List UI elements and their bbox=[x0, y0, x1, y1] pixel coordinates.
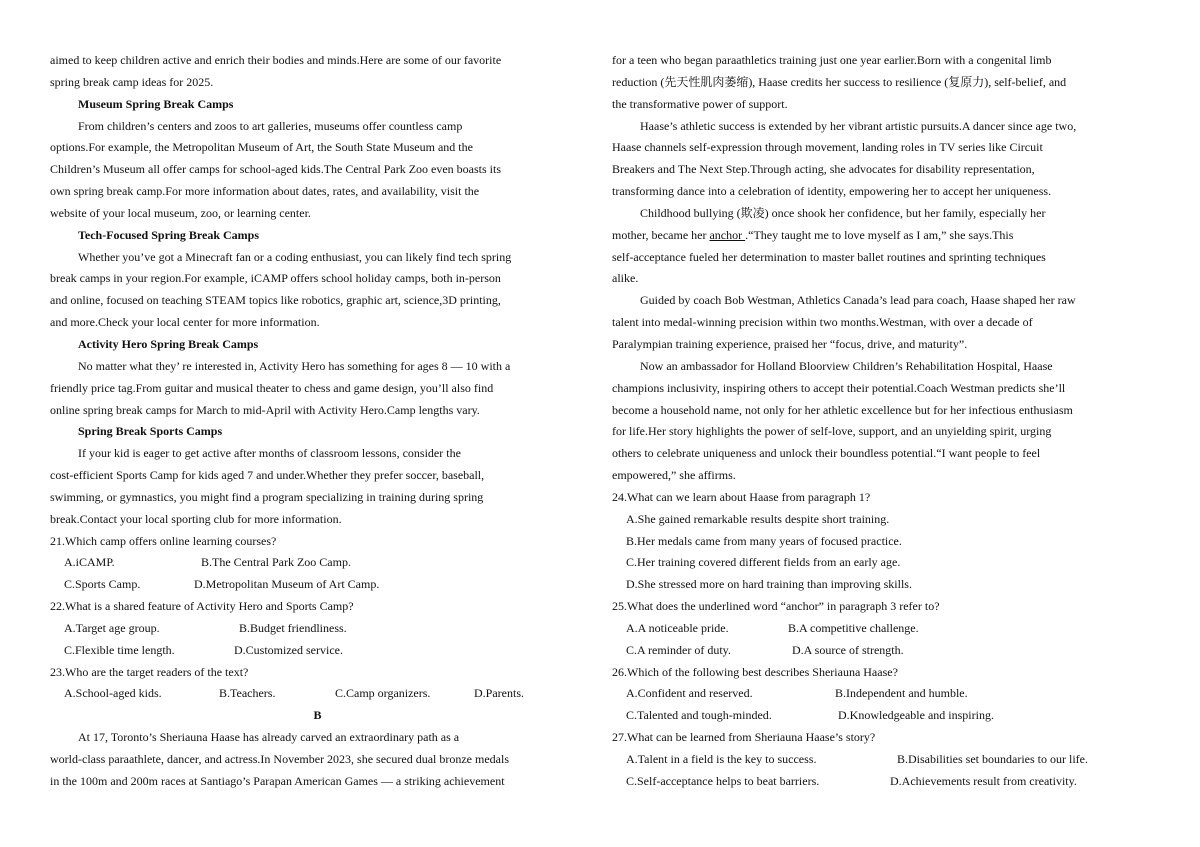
line-text: and more.Check your local center for more information. bbox=[50, 315, 320, 330]
paragraph-line bbox=[612, 465, 1152, 487]
answer-option: D.Metropolitan Museum of Art Camp. bbox=[194, 577, 380, 592]
answer-option: A.iCAMP. bbox=[64, 555, 115, 570]
line-text: reduction (先天性肌肉萎缩), Haase credits her success to resilience (复原力), self-belief, and bbox=[612, 74, 1067, 89]
answer-options bbox=[612, 618, 1152, 640]
paragraph-start bbox=[50, 443, 585, 465]
line-text: online spring break camps for March to mid-April with Activity Hero.Camp lengths vary. bbox=[50, 402, 480, 417]
answer-option: A.Target age group. bbox=[64, 620, 160, 635]
paragraph-line bbox=[612, 72, 1152, 94]
paragraph-line bbox=[50, 465, 585, 487]
answer-options bbox=[50, 552, 585, 574]
answer-options bbox=[612, 683, 1152, 705]
paragraph-start bbox=[50, 356, 585, 378]
underlined-word: anchor bbox=[709, 227, 746, 242]
line-text: C.Her training covered different fields from an early age. bbox=[626, 555, 901, 570]
line-text: for life.Her story highlights the power of self-love, support, and an unyielding spirit, urging bbox=[612, 424, 1052, 439]
line-text: Spring Break Sports Camps bbox=[78, 424, 223, 439]
paragraph-line bbox=[612, 312, 1152, 334]
paragraph-line bbox=[50, 50, 585, 72]
answer-option: D.A source of strength. bbox=[792, 642, 904, 657]
answer-option bbox=[612, 552, 1152, 574]
answer-option: C.Sports Camp. bbox=[64, 577, 141, 592]
line-text: friendly price tag.From guitar and musical theater to chess and game design, you’ll also find bbox=[50, 380, 494, 395]
line-text: Children’s Museum all offer camps for school-aged kids.The Central Park Zoo even boasts its bbox=[50, 162, 502, 177]
answer-option: D.Knowledgeable and inspiring. bbox=[838, 708, 994, 723]
line-text: website of your local museum, zoo, or learning center. bbox=[50, 205, 311, 220]
line-text: for a teen who began paraathletics training just one year earlier.Born with a congenital limb bbox=[612, 53, 1052, 67]
paragraph-line bbox=[612, 334, 1152, 356]
line-text: A.She gained remarkable results despite short training. bbox=[626, 511, 890, 526]
paragraph-line bbox=[612, 443, 1152, 465]
question-stem bbox=[50, 596, 585, 618]
line-text: From children’s centers and zoos to art galleries, museums offer countless camp bbox=[78, 118, 463, 133]
answer-option: B.Budget friendliness. bbox=[239, 620, 347, 635]
answer-option bbox=[612, 531, 1152, 553]
question-stem bbox=[612, 596, 1152, 618]
paragraph-line bbox=[50, 137, 585, 159]
line-text: options.For example, the Metropolitan Museum of Art, the South State Museum and the bbox=[50, 140, 473, 155]
line-text: No matter what they’ re interested in, Activity Hero has something for ages 8 — 10 with a bbox=[78, 358, 511, 373]
paragraph-line bbox=[50, 72, 585, 94]
line-text: B bbox=[313, 708, 322, 723]
answer-option: B.A competitive challenge. bbox=[788, 620, 919, 635]
line-text: 26.Which of the following best describes Sheriauna Haase? bbox=[612, 664, 898, 679]
line-text: 27.What can be learned from Sheriauna Haase’s story? bbox=[612, 730, 876, 745]
line-text: the transformative power of support. bbox=[612, 96, 788, 111]
answer-options bbox=[612, 771, 1152, 793]
answer-option: C.Self-acceptance helps to beat barriers. bbox=[626, 773, 820, 788]
paragraph-start bbox=[50, 247, 585, 269]
line-text: B.Her medals came from many years of focused practice. bbox=[626, 533, 902, 548]
line-text: swimming, or gymnastics, you might find a program specializing in training during spring bbox=[50, 489, 484, 504]
paragraph-line bbox=[612, 137, 1152, 159]
line-text: cost-efficient Sports Camp for kids aged 7 and under.Whether they prefer soccer, baseball, bbox=[50, 468, 485, 483]
line-text: talent into medal-winning precision within two months.Westman, with over a decade of bbox=[612, 315, 1033, 330]
answer-option: B.Teachers. bbox=[219, 686, 276, 701]
line-text: Tech-Focused Spring Break Camps bbox=[78, 227, 260, 242]
line-text: aimed to keep children active and enrich their bodies and minds.Here are some of our favorite bbox=[50, 53, 502, 67]
line-text: If your kid is eager to get active after months of classroom lessons, consider the bbox=[78, 446, 461, 461]
line-text: 23.Who are the target readers of the text? bbox=[50, 664, 249, 679]
line-text: break.Contact your local sporting club for more information. bbox=[50, 511, 342, 526]
answer-option: C.Camp organizers. bbox=[335, 686, 431, 701]
paragraph-line bbox=[50, 159, 585, 181]
line-text: self-acceptance fueled her determination to master ballet routines and sprinting techniques bbox=[612, 249, 1046, 264]
line-text: empowered,” she affirms. bbox=[612, 468, 736, 483]
line-text: Paralympian training experience, praised her “focus, drive, and maturity”. bbox=[612, 336, 968, 351]
answer-option: B.Disabilities set boundaries to our life. bbox=[897, 752, 1088, 766]
answer-option: C.Talented and tough-minded. bbox=[626, 708, 772, 723]
question-stem bbox=[612, 662, 1152, 684]
paragraph-line bbox=[50, 268, 585, 290]
paragraph-line bbox=[612, 159, 1152, 181]
line-text: Childhood bullying (欺凌) once shook her confidence, but her family, especially her bbox=[640, 205, 1046, 220]
paragraph-line bbox=[50, 487, 585, 509]
line-text: transforming dance into a celebration of identity, empowering her to accept her uniqueness. bbox=[612, 184, 1052, 199]
answer-options bbox=[50, 574, 585, 596]
section-heading bbox=[50, 94, 585, 116]
line-text: world-class paraathlete, dancer, and actress.In November 2023, she secured dual bronze medals bbox=[50, 752, 509, 766]
paragraph-line bbox=[612, 400, 1152, 422]
answer-option: D.Achievements result from creativity. bbox=[890, 773, 1077, 788]
answer-option: C.A reminder of duty. bbox=[626, 642, 731, 657]
line-text: 22.What is a shared feature of Activity Hero and Sports Camp? bbox=[50, 599, 354, 614]
right-column bbox=[612, 50, 1152, 793]
paragraph-line bbox=[612, 247, 1152, 269]
paragraph-line bbox=[50, 312, 585, 334]
answer-options bbox=[50, 683, 585, 705]
answer-option: C.Flexible time length. bbox=[64, 642, 175, 657]
answer-option: D.Parents. bbox=[474, 686, 524, 701]
line-text: mother, became her bbox=[612, 227, 710, 242]
line-text: Now an ambassador for Holland Bloorview Children’s Rehabilitation Hospital, Haase bbox=[640, 358, 1053, 373]
section-heading bbox=[50, 225, 585, 247]
line-text: D.She stressed more on hard training than improving skills. bbox=[626, 577, 912, 592]
paragraph-line bbox=[612, 50, 1152, 72]
answer-option: B.Independent and humble. bbox=[835, 686, 968, 701]
line-text: .“They taught me to love myself as I am,” she says.This bbox=[745, 227, 1014, 242]
answer-option: A.School-aged kids. bbox=[64, 686, 162, 701]
paragraph-start bbox=[612, 203, 1152, 225]
line-text: At 17, Toronto’s Sheriauna Haase has already carved an extraordinary path as a bbox=[78, 730, 460, 745]
paragraph-line bbox=[612, 225, 1152, 247]
answer-option: D.Customized service. bbox=[234, 642, 343, 657]
question-stem bbox=[50, 662, 585, 684]
line-text: champions inclusivity, inspiring others to accept their potential.Coach Westman predicts she’ll bbox=[612, 380, 1066, 395]
answer-option: A.Confident and reserved. bbox=[626, 686, 753, 701]
question-stem bbox=[50, 531, 585, 553]
question-stem bbox=[612, 727, 1152, 749]
line-text: Haase channels self-expression through movement, landing roles in TV series like Circuit bbox=[612, 140, 1043, 155]
section-heading bbox=[50, 421, 585, 443]
paragraph-start bbox=[612, 290, 1152, 312]
paragraph-line bbox=[612, 268, 1152, 290]
section-heading bbox=[50, 334, 585, 356]
line-text: Breakers and The Next Step.Through acting, she advocates for disability representation, bbox=[612, 162, 1035, 177]
answer-options bbox=[612, 749, 1152, 771]
line-text: Museum Spring Break Camps bbox=[78, 96, 234, 111]
answer-options bbox=[612, 640, 1152, 662]
line-text: 21.Which camp offers online learning courses? bbox=[50, 533, 277, 548]
paragraph-line bbox=[612, 94, 1152, 116]
paragraph-line bbox=[50, 749, 585, 771]
answer-options bbox=[50, 640, 585, 662]
paragraph-line bbox=[50, 290, 585, 312]
paragraph-start bbox=[50, 116, 585, 138]
paragraph-line bbox=[612, 378, 1152, 400]
line-text: Whether you’ve got a Minecraft fan or a coding enthusiast, you can likely find tech spring bbox=[78, 249, 512, 264]
answer-option: A.Talent in a field is the key to success. bbox=[626, 752, 817, 766]
answer-option: A.A noticeable pride. bbox=[626, 620, 729, 635]
answer-options bbox=[612, 705, 1152, 727]
line-text: alike. bbox=[612, 271, 639, 286]
paragraph-line bbox=[50, 181, 585, 203]
answer-option bbox=[612, 509, 1152, 531]
line-text: others to celebrate uniqueness and unlock their boundless potential.“I want people to feel bbox=[612, 446, 1041, 461]
line-text: 25.What does the underlined word “anchor” in paragraph 3 refer to? bbox=[612, 599, 940, 614]
paragraph-line bbox=[612, 181, 1152, 203]
line-text: Haase’s athletic success is extended by her vibrant artistic pursuits.A dancer since age two, bbox=[640, 118, 1077, 133]
paragraph-start bbox=[50, 727, 585, 749]
paragraph-start bbox=[612, 356, 1152, 378]
paragraph-line bbox=[612, 421, 1152, 443]
question-stem bbox=[612, 487, 1152, 509]
paragraph-line bbox=[50, 203, 585, 225]
line-text: become a household name, not only for her athletic excellence but for her infectious enthusiasm bbox=[612, 402, 1073, 417]
line-text: and online, focused on teaching STEAM topics like robotics, graphic art, science,3D printing, bbox=[50, 293, 501, 308]
line-text: own spring break camp.For more information about dates, rates, and availability, visit the bbox=[50, 184, 480, 199]
paragraph-line bbox=[50, 378, 585, 400]
line-text: in the 100m and 200m races at Santiago’s Parapan American Games — a striking achievement bbox=[50, 773, 505, 788]
left-column bbox=[50, 50, 585, 793]
answer-options bbox=[50, 618, 585, 640]
line-text: Activity Hero Spring Break Camps bbox=[78, 336, 259, 351]
answer-option: B.The Central Park Zoo Camp. bbox=[201, 555, 351, 570]
paragraph-start bbox=[612, 116, 1152, 138]
line-text: spring break camp ideas for 2025. bbox=[50, 74, 214, 89]
answer-option bbox=[612, 574, 1152, 596]
line-text: 24.What can we learn about Haase from paragraph 1? bbox=[612, 489, 871, 504]
paragraph-line bbox=[50, 771, 585, 793]
paragraph-line bbox=[50, 400, 585, 422]
line-text: Guided by coach Bob Westman, Athletics Canada’s lead para coach, Haase shaped her raw bbox=[640, 293, 1076, 308]
line-text: break camps in your region.For example, iCAMP offers school holiday camps, both in-person bbox=[50, 271, 501, 286]
passage-label bbox=[50, 705, 585, 727]
paragraph-line bbox=[50, 509, 585, 531]
